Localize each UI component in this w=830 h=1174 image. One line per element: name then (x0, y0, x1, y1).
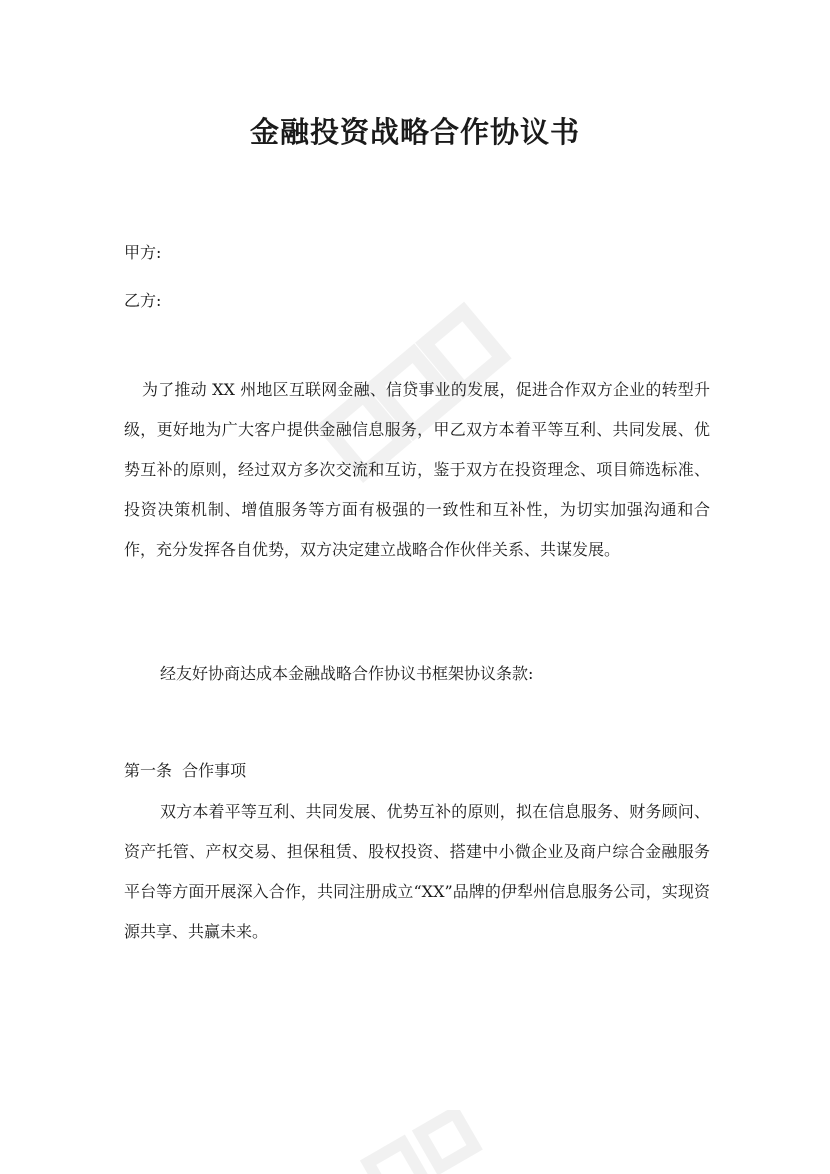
agreement-line: 经友好协商达成本金融战略合作协议书框架协议条款: (160, 664, 534, 683)
party-a-label: 甲方: (124, 243, 162, 262)
article-1-heading: 第一条 合作事项 (124, 761, 247, 780)
article-1-body: 双方本着平等互利、共同发展、优势互补的原则，拟在信息服务、财务顾问、资产托管、产权交易、担保租赁、股权投资、搭建中小微企业及商户综合金融服务平台等方面开展深入合作，共同注册成立“XX”品牌的伊犁州信息服务公司，实现资源共享、共赢未来。 (124, 802, 710, 941)
intro-paragraph: 为了推动 XX 州地区互联网金融、信贷事业的发展，促进合作双方企业的转型升级，更好地为广大客户提供金融信息服务，甲乙双方本着平等互利、共同发展、优势互补的原则，经过双方多次交流和互访，鉴于双方在投资理念、项目筛选标准、投资决策机制、增值服务等方面有极强的一致性和互补性，为切实加强沟通和合作，充分发挥各自优势，双方决定建立战略合作伙伴关系、共谋发展。 (124, 380, 710, 559)
party-b-label: 乙方: (124, 291, 162, 310)
watermark-bottom-icon (330, 1110, 530, 1174)
document-title: 金融投资战略合作协议书 (249, 115, 580, 149)
